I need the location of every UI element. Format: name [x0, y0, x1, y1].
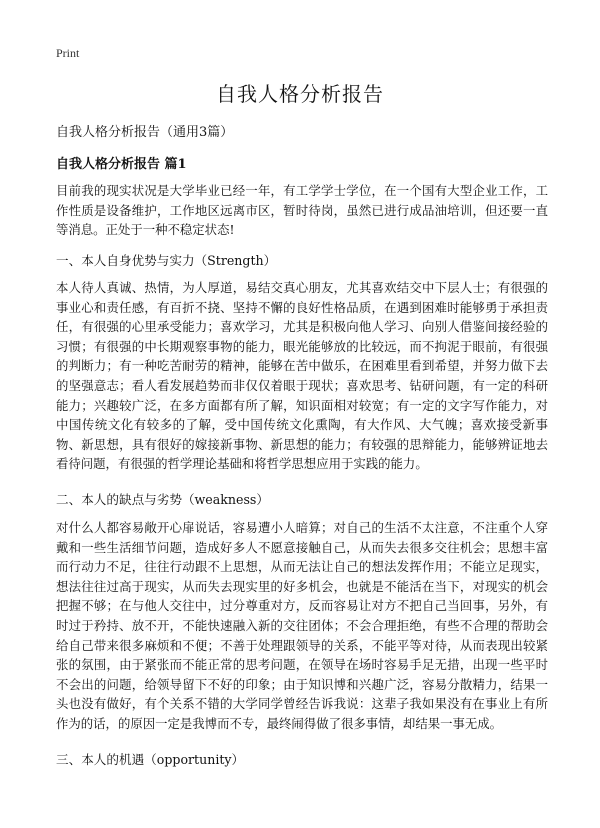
- weakness-paragraph: 对什么人都容易敞开心扉说话，容易遭小人暗算；对自己的生活不太注意，不注重个人穿戴和一些生活细节问题，造成好多人不愿意接触自己，从而失去很多交往机会；思想丰富而行动力不足，往往行动跟不上思想，从而无法让自己的想法发挥作用；不能立足现实，想法往往过高于现实，从而失去现实里的好多机会，也就是不能活在当下，对现实的机会把握不够；在与他人交往中，过分尊重对方，反而容易让对方不把自己当回事，另外，有时过于矜持、放不开，不能快速融入新的交往团体；不会合理拒绝，有些不合理的帮助会给自己带来很多麻烦和不便；不善于处理跟领导的关系，不能平等对待，从而表现出较紧张的氛围，由于紧张而不能正常的思考问题，在领导在场时容易手足无措，出现一些平时不会出的问题，给领导留下不好的印象；由于知识博和兴趣广泛，容易分散精力，结果一头也没有做好，有个关系不错的大学同学曾经告诉我说：这辈子我如果没有在事业上有所作为的话，的原因一定是我博而不专，最终闹得做了很多事情，却结果一事无成。: [56, 520, 548, 731]
- intro-paragraph: 目前我的现实状况是大学毕业已经一年，有工学学士学位，在一个国有大型企业工作，工作性质是设备维护，工作地区远离市区，暂时待岗，虽然已进行成品油培训，但还要一直等消息。正处于一种不稳定状态!: [56, 183, 548, 238]
- print-link[interactable]: Print: [56, 46, 80, 60]
- section-heading: 自我人格分析报告 篇1: [56, 157, 187, 172]
- heading-opportunity: 三、本人的机遇（opportunity）: [56, 752, 245, 767]
- heading-strength: 一、本人自身优势与实力（Strength）: [56, 253, 277, 268]
- heading-weakness: 二、本人的缺点与劣势（weakness）: [56, 492, 269, 507]
- document-title: 自我人格分析报告: [216, 82, 384, 106]
- document-subtitle: 自我人格分析报告（通用3篇）: [56, 125, 234, 140]
- strength-paragraph: 本人待人真诚、热情，为人厚道，易结交真心朋友，尤其喜欢结交中下层人士；有很强的事业心和责任感，有百折不挠、坚持不懈的良好性格品质，在遇到困难时能够勇于承担责任，有很强的心里承受能力；喜欢学习，尤其是积极向他人学习、向别人借鉴间接经验的习惯；有很强的中长期观察事物的能力，眼光能够放的比较远，而不拘泥于眼前，有很强的判断力；有一种吃苦耐劳的精神，能够在苦中做乐，在困难里看到希望，并努力做下去的坚强意志；看人看发展趋势而非仅仅着眼于现状；喜欢思考、钻研问题，有一定的科研能力；兴趣较广泛，在多方面都有所了解，知识面相对较宽；有一定的文字写作能力，对中国传统文化有较多的了解，受中国传统文化熏陶，有大作风、大气魄；喜欢接受新事物、新思想，具有很好的嫁接新事物、新思想的能力；有较强的思辩能力，能够辨证地去看待问题，有很强的哲学理论基础和将哲学思想应用于实践的能力。: [56, 280, 548, 472]
